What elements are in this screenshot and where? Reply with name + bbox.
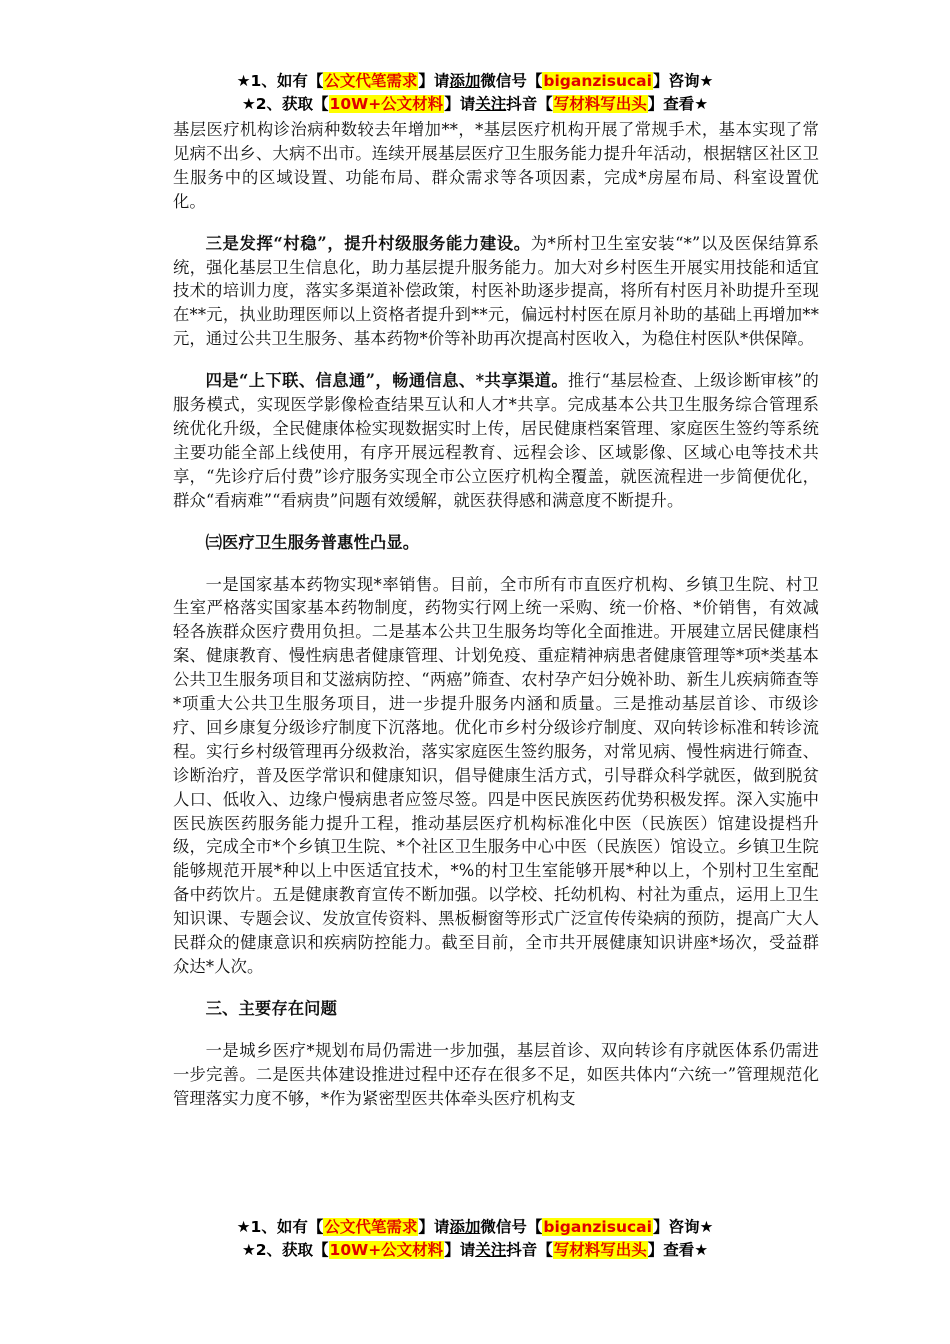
- promo-text: 】请: [444, 95, 476, 113]
- promo-banner-bottom: [0, 1216, 950, 1262]
- promo-line-1: [0, 1216, 950, 1239]
- promo-line-2: [0, 1239, 950, 1262]
- underlined-text: 关注: [475, 1241, 507, 1259]
- paragraph-text: 为*所村卫生室安装“*”以及医保结算系统，强化基层卫生信息化，助力基层提升服务能力。加大对乡村医生开展实用技能和适宜技术的培训力度，落实多渠道补偿政策，村医补助逐步提高，将所有村医月补助提升至现在**元，执业助理医师以上资格者提升到**元，偏远村村医在原月补助的基础上再增加**元，通过公共卫生服务、基本药物*价等补助再次提高村医收入，为稳住村医队*供保障。: [173, 233, 820, 349]
- promo-line-1: [0, 70, 950, 93]
- paragraph: [173, 232, 819, 352]
- promo-text: 】咨询★: [652, 72, 714, 90]
- highlight-text: biganzisucai: [543, 1218, 652, 1236]
- promo-text: 微信号【: [480, 1218, 543, 1236]
- paragraph: 一是城乡医疗*规划布局仍需进一步加强，基层首诊、双向转诊有序就医体系仍需进一步完善。二是医共体建设推进过程中还存在很多不足，如医共体内“六统一”管理规范化管理落实力度不够，*作为紧密型医共体牵头医疗机构支: [173, 1040, 819, 1108]
- highlight-text: 写材料写出头: [553, 95, 647, 113]
- paragraph: 一是国家基本药物实现*率销售。目前，全市所有市直医疗机构、乡镇卫生院、村卫生室严格落实国家基本药物制度，药物实行网上统一采购、统一价格、*价销售，有效减轻各族群众医疗费用负担。二是基本公共卫生服务均等化全面推进。开展建立居民健康档案、健康教育、慢性病患者健康管理、计划免疫、重症精神病患者健康管理等*项*类基本公共卫生服务项目和艾滋病防控、“两癌”筛查、农村孕产妇分娩补助、新生儿疾病筛查等*项重大公共卫生服务项目，进一步提升服务内涵和质量。三是推动基层首诊、市级诊疗、回乡康复分级诊疗制度下沉落地。优化市乡村分级诊疗制度、双向转诊标准和转诊流程。实行乡村级管理再分级救治，落实家庭医生签约服务，对常见病、慢性病进行筛查、诊断治疗，普及医学常识和健康知识，倡导健康生活方式，引导群众科学就医，做到脱贫人口、低收入、边缘户慢病患者应签尽签。四是中医民族医药优势积极发挥。深入实施中医民族医药服务能力提升工程，推动基层医疗机构标准化中医（民族医）馆建设提档升级，完成全市*个乡镇卫生院、*个社区卫生服务中心中医（民族医）馆设立。乡镇卫生院能够规范开展*种以上中医适宜技术，*%的村卫生室能够开展*种以上，个别村卫生室配备中药饮片。五是健康教育宣传不断加强。以学校、托幼机构、村社为重点，运用上卫生知识课、专题会议、发放宣传资料、黑板橱窗等形式广泛宣传传染病的预防，提高广大人民群众的健康意识和疾病防控能力。截至目前，全市共开展健康知识讲座*场次，受益群众达*人次。: [173, 574, 819, 976]
- section-heading: 三、主要存在问题: [205, 998, 338, 1018]
- document-body: [173, 118, 819, 1129]
- highlight-text: 10W+公文材料: [329, 1241, 444, 1259]
- highlight-text: 公文代笔需求: [324, 72, 418, 90]
- highlight-text: 写材料写出头: [553, 1241, 647, 1259]
- promo-text: 】请: [418, 1218, 450, 1236]
- promo-text: ★2、获取【: [241, 1241, 329, 1259]
- paragraph-lead: 四是“上下联、信息通”，畅通信息、*共享渠道。: [205, 371, 569, 391]
- promo-text: 】咨询★: [652, 1218, 714, 1236]
- promo-text: 】请: [418, 72, 450, 90]
- paragraph-lead: 三是发挥“村稳”，提升村级服务能力建设。: [205, 233, 531, 253]
- promo-text: 】查看★: [647, 95, 709, 113]
- promo-text: 】查看★: [647, 1241, 709, 1259]
- highlight-text: 10W+公文材料: [329, 95, 444, 113]
- underlined-text: 关注: [475, 95, 507, 113]
- highlight-text: biganzisucai: [543, 72, 652, 90]
- promo-text: 】请: [444, 1241, 476, 1259]
- paragraph-text: 推行“基层检查、上级诊断审核”的服务模式，实现医学影像检查结果互认和人才*共享。完成基本公共卫生服务综合管理系统优化升级，全民健康体检实现数据实时上传，居民健康档案管理、家庭医生签约等系统主要功能全部上线使用，有序开展远程教育、远程会诊、区域影像、区域心电等技术共享，“先诊疗后付费”诊疗服务实现全市公立医疗机构全覆盖，就医流程进一步简便优化，群众“看病难”“看病贵”问题有效缓解，就医获得感和满意度不断提升。: [173, 371, 819, 510]
- section-heading: ㈢医疗卫生服务普惠性凸显。: [205, 532, 420, 552]
- promo-text: ★1、如有【: [236, 1218, 324, 1236]
- promo-text: 抖音【: [506, 1241, 553, 1259]
- underlined-text: 添加: [449, 72, 481, 90]
- promo-text: 微信号【: [480, 72, 543, 90]
- paragraph: [173, 369, 819, 512]
- underlined-text: 添加: [449, 1218, 481, 1236]
- promo-line-2: [0, 93, 950, 116]
- promo-text: ★1、如有【: [236, 72, 324, 90]
- highlight-text: 公文代笔需求: [324, 1218, 418, 1236]
- promo-banner-top: [0, 70, 950, 116]
- paragraph: 基层医疗机构诊治病种数较去年增加**，*基层医疗机构开展了常规手术，基本实现了常见病不出乡、大病不出市。连续开展基层医疗卫生服务能力提升年活动，根据辖区社区卫生服务中的区域设置、功能布局、群众需求等各项因素，完成*房屋布局、科室设置优化。: [173, 120, 819, 211]
- promo-text: ★2、获取【: [241, 95, 329, 113]
- promo-text: 抖音【: [506, 95, 553, 113]
